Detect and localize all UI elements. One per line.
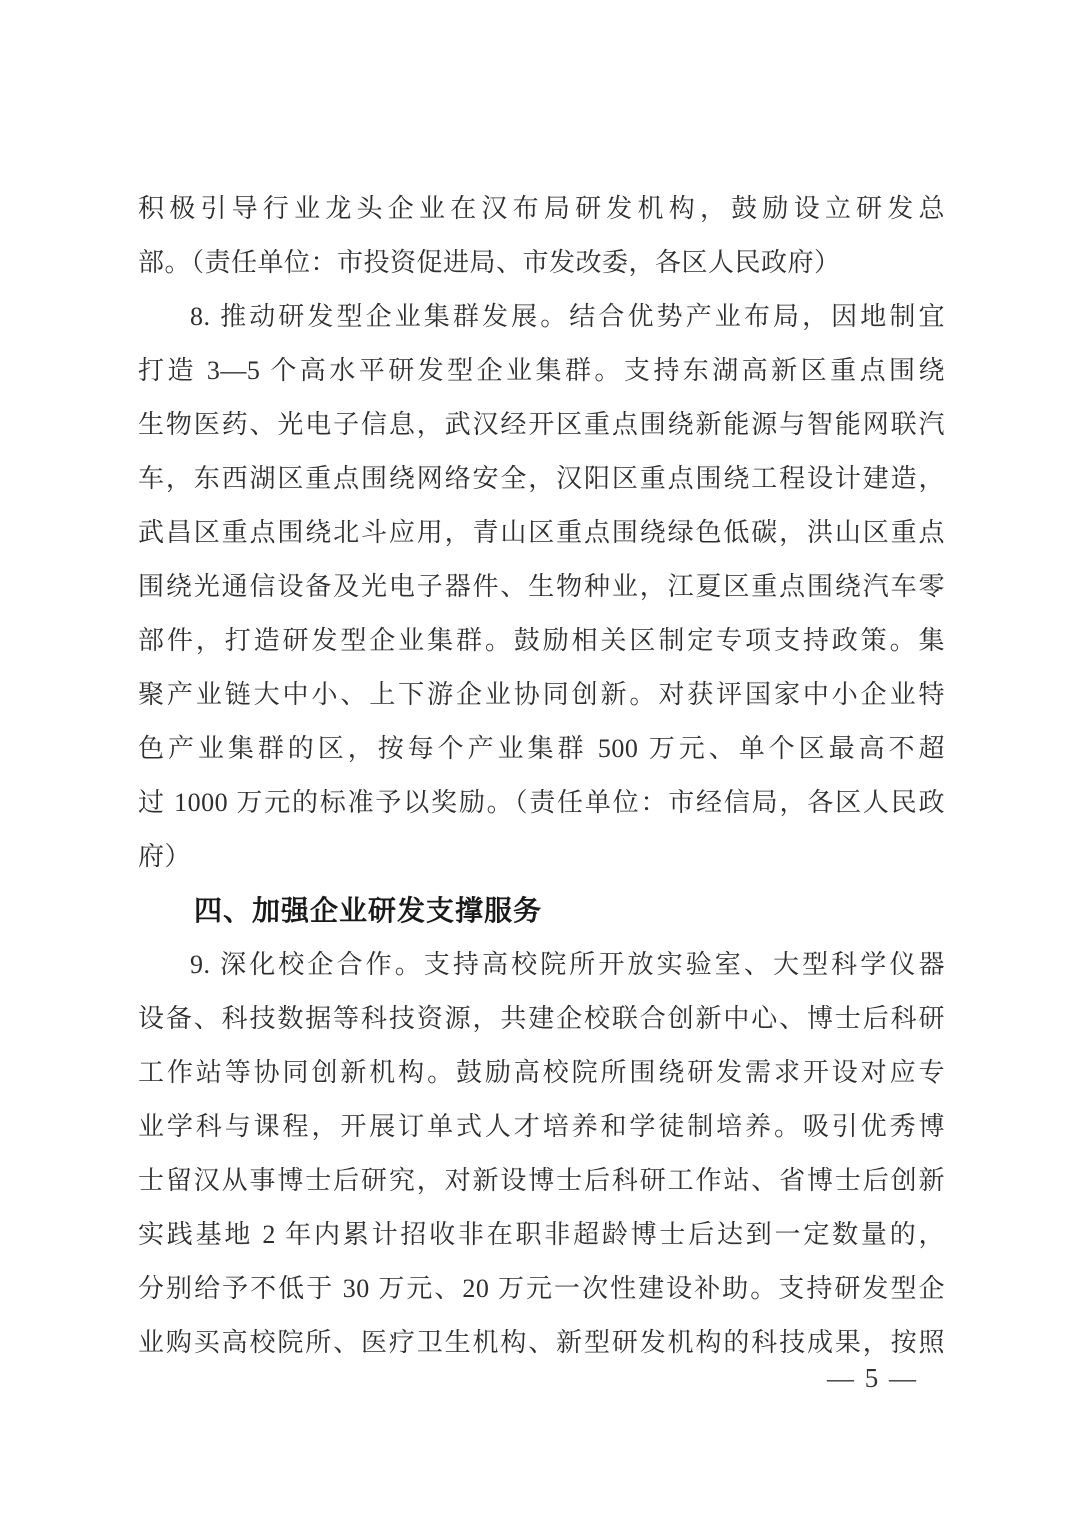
item-9-title-line: 9. 深化校企合作。支持高校院所开放实验室、大型科学仪器: [190, 950, 945, 979]
text-line-responsible-unit: 部。（责任单位：市投资促进局、市发改委，各区人民政府）: [138, 248, 841, 277]
text-line: 部件，打造研发型企业集群。鼓励相关区制定专项支持政策。集: [138, 626, 945, 655]
text-line: 实践基地 2 年内累计招收非在职非超龄博士后达到一定数量的，: [138, 1220, 945, 1249]
text-line: 围绕光通信设备及光电子器件、生物种业，江夏区重点围绕汽车零: [138, 572, 945, 601]
text-line: 业学科与课程，开展订单式人才培养和学徒制培养。吸引优秀博: [138, 1112, 945, 1141]
text-line: 色产业集群的区，按每个产业集群 500 万元、单个区最高不超: [138, 734, 945, 763]
text-line-responsible-unit: 过 1000 万元的标准予以奖励。（责任单位：市经信局，各区人民政: [138, 788, 945, 817]
text-line: 车，东西湖区重点围绕网络安全，汉阳区重点围绕工程设计建造，: [138, 464, 945, 493]
item-8-title-line: 8. 推动研发型企业集群发展。结合优势产业布局，因地制宜: [190, 302, 945, 331]
text-line: 分别给予不低于 30 万元、20 万元一次性建设补助。支持研发型企: [138, 1274, 945, 1303]
text-line: 府）: [138, 842, 192, 871]
page-number: — 5 —: [827, 1363, 918, 1393]
text-line: 设备、科技数据等科技资源，共建企校联合创新中心、博士后科研: [138, 1004, 945, 1033]
text-line: 业购买高校院所、医疗卫生机构、新型研发机构的科技成果，按照: [138, 1328, 945, 1357]
section-heading: 四、加强企业研发支撑服务: [194, 895, 543, 926]
text-line: 聚产业链大中小、上下游企业协同创新。对获评国家中小企业特: [138, 680, 945, 709]
text-line: 打造 3—5 个高水平研发型企业集群。支持东湖高新区重点围绕: [138, 356, 945, 385]
text-line: 武昌区重点围绕北斗应用，青山区重点围绕绿色低碳，洪山区重点: [138, 518, 945, 547]
text-line: 生物医药、光电子信息，武汉经开区重点围绕新能源与智能网联汽: [138, 410, 945, 439]
text-line: 工作站等协同创新机构。鼓励高校院所围绕研发需求开设对应专: [138, 1058, 945, 1087]
text-line: 积极引导行业龙头企业在汉布局研发机构，鼓励设立研发总: [138, 194, 945, 223]
document-body: [138, 182, 945, 1370]
text-line: 士留汉从事博士后研究，对新设博士后科研工作站、省博士后创新: [138, 1166, 945, 1195]
